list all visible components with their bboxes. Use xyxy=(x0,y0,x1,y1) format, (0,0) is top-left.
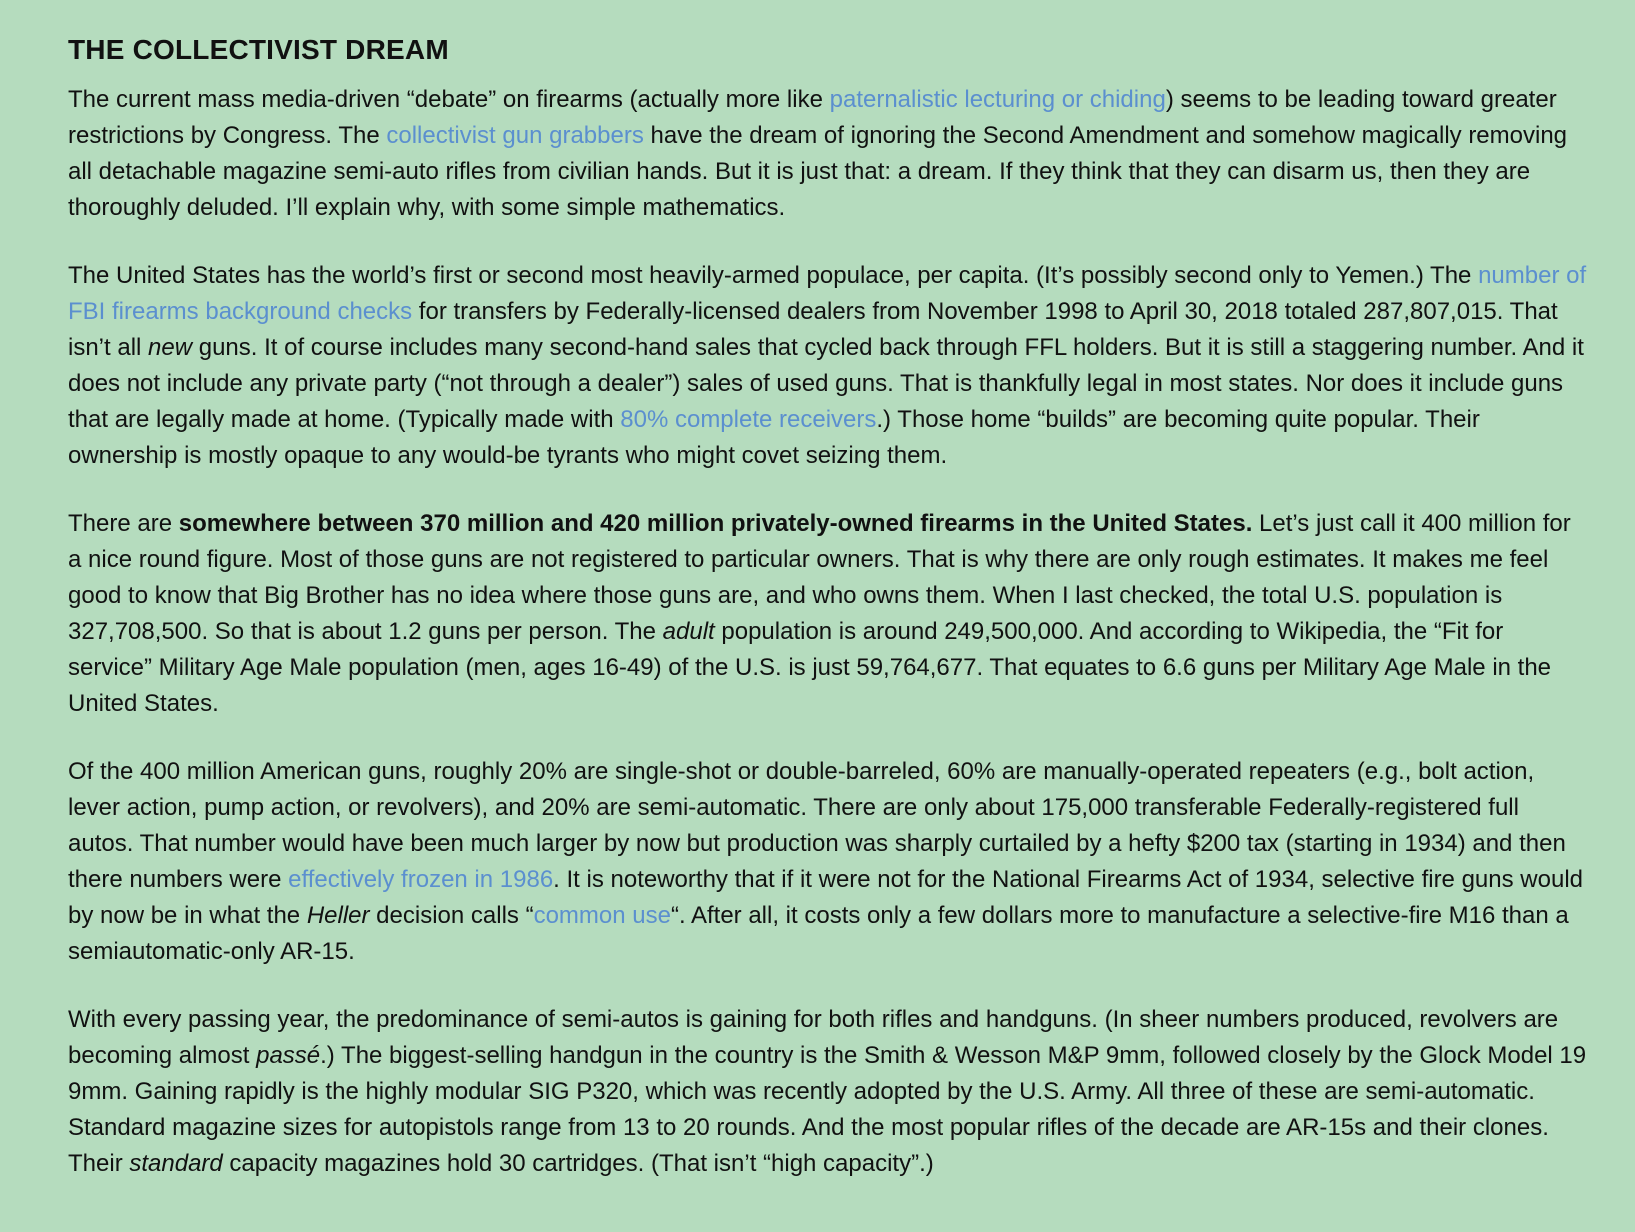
article xyxy=(68,30,1588,1182)
paragraph-text: .) The biggest-selling handgun in the country is the Smith & Wesson M&P 9mm, followed closely by the Glock Model 19 9mm. Gaining rapidly is the highly modular SIG P320, which was recently adopted by the U.S. Army. All three of these are semi-automatic. Standard magazine sizes for autopistols range from 13 to 20 rounds. And the most popular rifles of the decade are AR-15s and their clones. Their xyxy=(68,1042,1587,1177)
link-collectivist-gun-grabbers[interactable]: collectivist gun grabbers xyxy=(386,122,644,149)
paragraph-text: ) seems to be leading toward greater restrictions by Congress. The xyxy=(68,86,1557,149)
paragraph-4 xyxy=(68,754,1588,970)
paragraph-text: Of the 400 million American guns, roughly 20% are single-shot or double-barreled, 60% are manually-operated repeaters (e.g., bolt action, lever action, pump action, or revolvers), and 20% are semi-automatic. There are only about 175,000 transferable Federally-registered full autos. That number would have been much larger by now but production was sharply curtailed by a hefty $200 tax (starting in 1934) and then there numbers were xyxy=(68,758,1566,893)
paragraph-text: guns. It of course includes many second-hand sales that cycled back through FFL holders. But it is still a staggering number. And it does not include any private party (“not through a dealer”) sales of used guns. That is thankfully legal in most states. Nor does it include guns that are legally made at home. (Typically made with xyxy=(68,334,1584,433)
link-effectively-frozen-1986[interactable]: effectively frozen in 1986 xyxy=(288,866,554,893)
paragraph-text: for transfers by Federally-licensed dealers from November 1998 to April 30, 2018 totaled 287,807,015. That isn’t all xyxy=(68,298,1558,361)
link-80-percent-receivers[interactable]: 80% complete receivers xyxy=(620,406,877,433)
emphasis-text: passé xyxy=(256,1042,321,1069)
paragraph-text: .) Those home “builds” are becoming quite popular. Their ownership is mostly opaque to any would-be tyrants who might covet seizing them. xyxy=(68,406,1480,469)
emphasis-text: Heller xyxy=(306,902,370,929)
link-fbi-background-checks[interactable]: number of FBI firearms background checks xyxy=(68,262,1587,325)
paragraph-text: . It is noteworthy that if it were not for the National Firearms Act of 1934, selective fire guns would by now be in what the xyxy=(68,866,1583,929)
emphasis-text: adult xyxy=(662,618,715,645)
paragraph-1 xyxy=(68,82,1588,226)
link-common-use[interactable]: common use xyxy=(533,902,671,929)
paragraph-text: The current mass media-driven “debate” on firearms (actually more like xyxy=(68,86,830,113)
paragraph-text: population is around 249,500,000. And according to Wikipedia, the “Fit for service” Military Age Male population (men, ages 16-49) of the U.S. is just 59,764,677. That equates to 6.6 guns per Military Age Male in the United States. xyxy=(68,618,1552,717)
paragraph-text: There are xyxy=(68,510,179,537)
emphasis-text: standard xyxy=(129,1150,223,1177)
paragraph-text: have the dream of ignoring the Second Amendment and somehow magically removing all detachable magazine semi-auto rifles from civilian hands. But it is just that: a dream. If they think that they can disarm us, then they are thoroughly deluded. I’ll explain why, with some simple mathematics. xyxy=(68,122,1568,221)
paragraph-text: capacity magazines hold 30 cartridges. (That isn’t “high capacity”.) xyxy=(222,1150,934,1177)
paragraph-text: Let’s just call it 400 million for a nice round figure. Most of those guns are not registered to particular owners. That is why there are only rough estimates. It makes me feel good to know that Big Brother has no idea where those guns are, and who owns them. When I last checked, the total U.S. population is 327,708,500. So that is about 1.2 guns per person. The xyxy=(68,510,1571,645)
paragraph-text: The United States has the world’s first or second most heavily-armed populace, per capita. (It’s possibly second only to Yemen.) The xyxy=(68,262,1479,289)
paragraph-5 xyxy=(68,1002,1588,1182)
bold-text: somewhere between 370 million and 420 million privately-owned firearms in the United States. xyxy=(178,510,1253,537)
emphasis-text: new xyxy=(148,334,193,361)
paragraph-text: “. After all, it costs only a few dollars more to manufacture a selective-fire M16 than a semiautomatic-only AR-15. xyxy=(68,902,1569,965)
paragraph-2 xyxy=(68,258,1588,474)
paragraph-3 xyxy=(68,506,1588,722)
paragraph-text: decision calls “ xyxy=(369,902,534,929)
paragraph-text: With every passing year, the predominance of semi-autos is gaining for both rifles and handguns. (In sheer numbers produced, revolvers are becoming almost xyxy=(68,1006,1559,1069)
article-title: THE COLLECTIVIST DREAM xyxy=(68,34,449,65)
link-paternalistic-lecturing[interactable]: paternalistic lecturing or chiding xyxy=(829,86,1166,113)
